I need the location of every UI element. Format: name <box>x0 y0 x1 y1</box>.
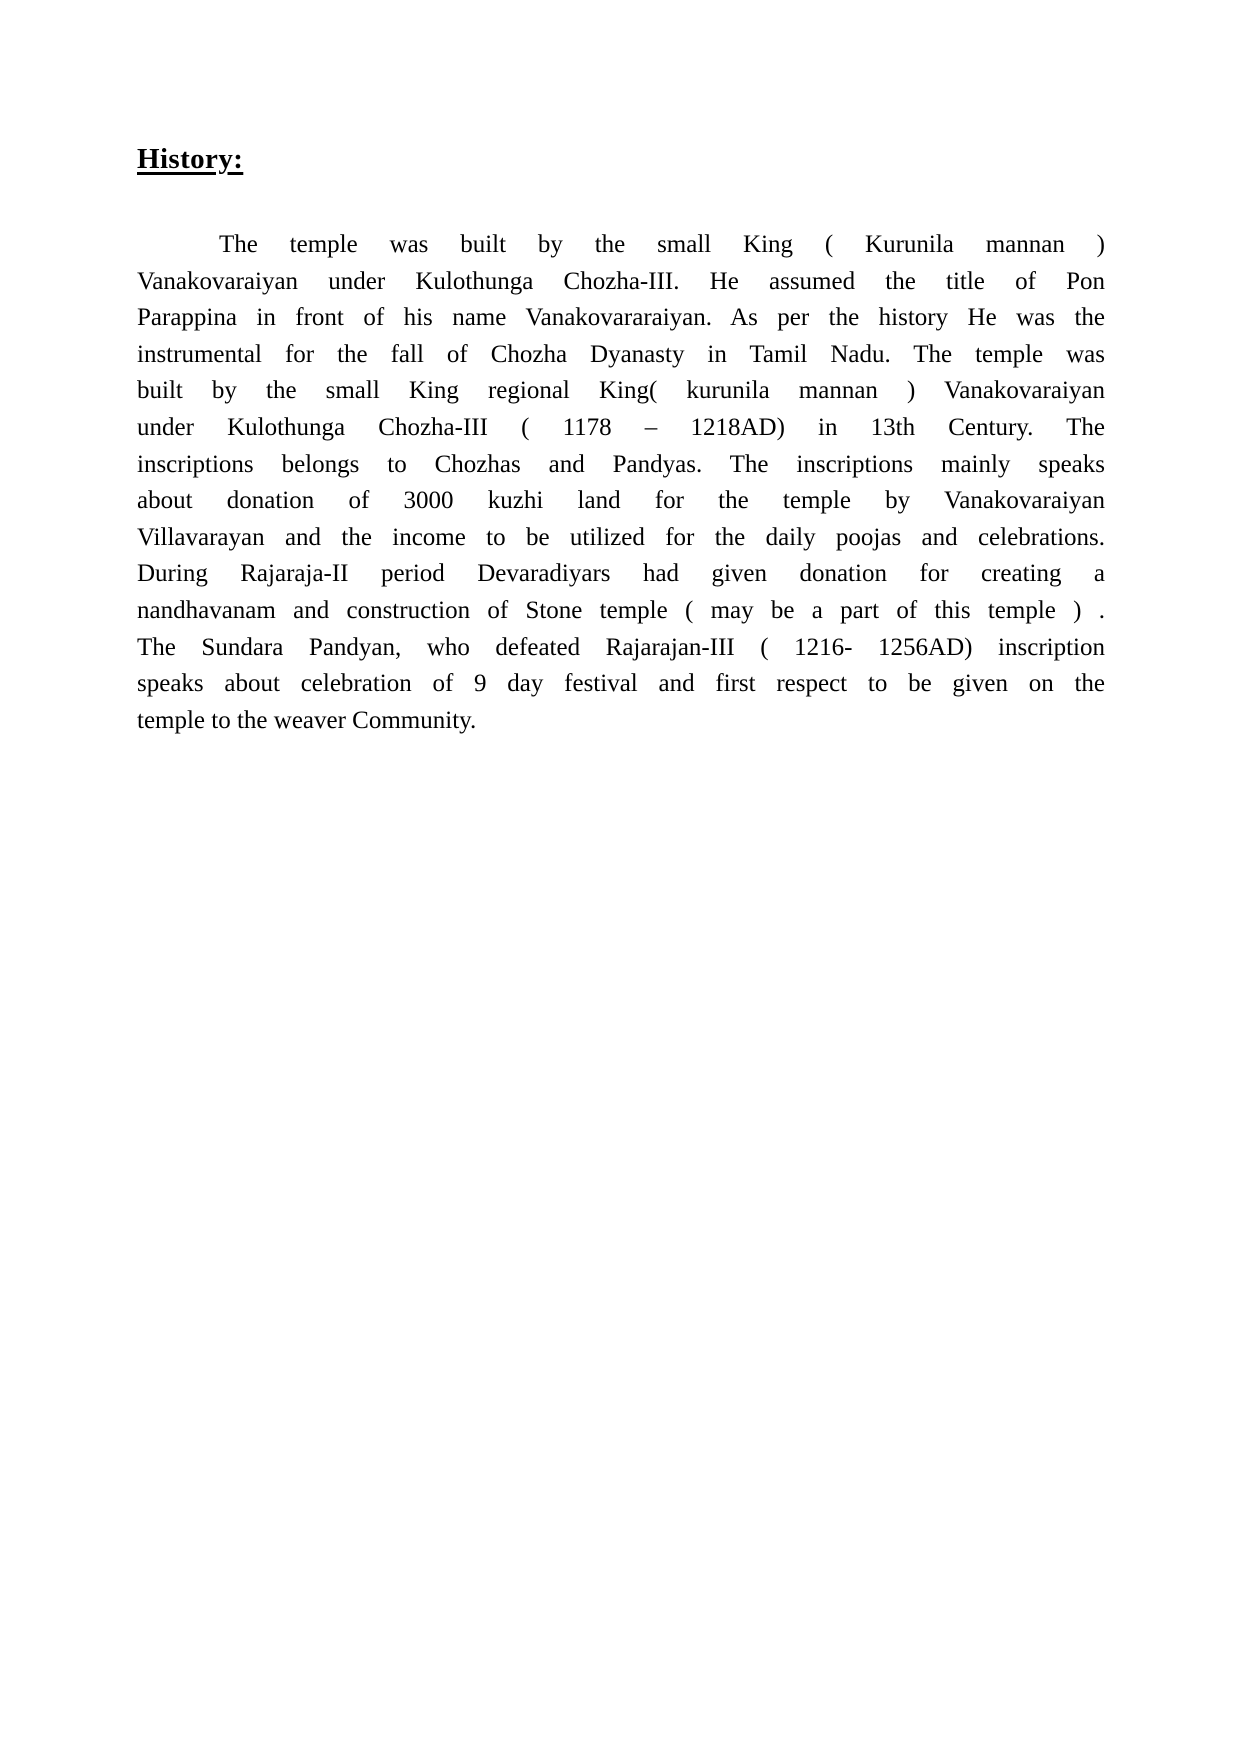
paragraph-line: Parappina in front of his name Vanakovararaiyan. As per the history He was the <box>137 304 1105 332</box>
paragraph-line: speaks about celebration of 9 day festival and first respect to be given on the <box>137 670 1105 698</box>
paragraph-line: Villavarayan and the income to be utilized for the daily poojas and celebrations. <box>137 523 1105 551</box>
section-heading: History: <box>137 143 244 175</box>
paragraph-line: built by the small King regional King( kurunila mannan ) Vanakovaraiyan <box>137 377 1105 405</box>
paragraph-line: temple to the weaver Community. <box>137 706 477 734</box>
page-content <box>137 141 1105 739</box>
paragraph-line: about donation of 3000 kuzhi land for the temple by Vanakovaraiyan <box>137 487 1105 515</box>
paragraph-line: inscriptions belongs to Chozhas and Pandyas. The inscriptions mainly speaks <box>137 450 1105 478</box>
paragraph-line: During Rajaraja-II period Devaradiyars had given donation for creating a <box>137 560 1105 588</box>
paragraph-line: Vanakovaraiyan under Kulothunga Chozha-III. He assumed the title of Pon <box>137 267 1105 295</box>
paragraph-line: The Sundara Pandyan, who defeated Rajarajan-III ( 1216- 1256AD) inscription <box>137 633 1105 661</box>
paragraph-line: instrumental for the fall of Chozha Dyanasty in Tamil Nadu. The temple was <box>137 340 1105 368</box>
paragraph-line: The temple was built by the small King ( Kurunila mannan ) <box>219 231 1105 258</box>
history-paragraph <box>137 227 1105 739</box>
paragraph-line: under Kulothunga Chozha-III ( 1178 – 1218AD) in 13th Century. The <box>137 413 1105 441</box>
paragraph-line: nandhavanam and construction of Stone temple ( may be a part of this temple ) . <box>137 596 1105 624</box>
